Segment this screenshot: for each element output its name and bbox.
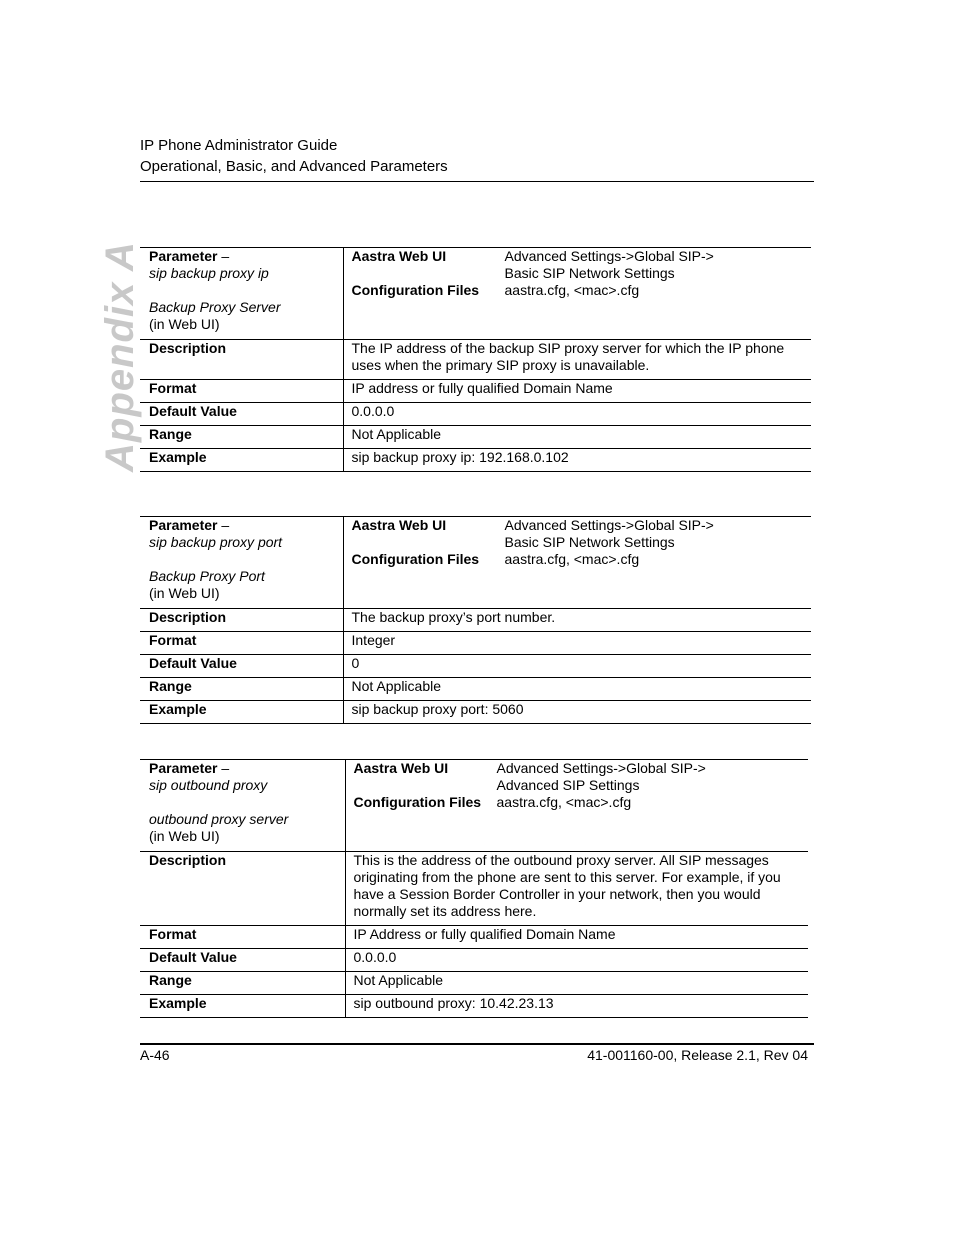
row-label: Description [140,340,343,380]
parameter-cell: Parameter – sip backup proxy ip Backup Proxy Server (in Web UI) [140,248,343,340]
document-id: 41-001160-00, Release 2.1, Rev 04 [587,1047,808,1063]
table-row [140,632,811,655]
row-label: Format [140,380,343,403]
table-row [140,852,808,926]
parameter-label: Parameter [149,760,218,776]
parameter-table-backup-proxy-ip [140,247,811,472]
config-files-value: aastra.cfg, <mac>.cfg [504,282,640,298]
web-ui-name: Backup Proxy Server [149,299,281,315]
web-ui-name: Backup Proxy Port [149,568,265,584]
location-cell [343,517,811,609]
row-value: IP address or fully qualified Domain Name [343,380,811,403]
parameter-label: Parameter [149,517,218,533]
parameter-label: Parameter [149,248,218,264]
header-rule [140,181,814,182]
row-label: Default Value [140,655,343,678]
web-ui-label: Aastra Web UI [353,760,449,776]
row-label: Example [140,701,343,724]
web-ui-suffix: (in Web UI) [149,585,220,601]
appendix-side-tab [97,240,142,472]
row-value: 0.0.0.0 [343,403,811,426]
web-ui-path: Advanced Settings->Global SIP-> Basic SIP Network Settings [504,517,714,550]
location-info [352,517,714,568]
table-row [140,949,808,972]
config-files-label: Configuration Files [353,794,482,810]
location-cell [345,760,808,852]
web-ui-path: Advanced Settings->Global SIP-> Basic SIP Network Settings [504,248,714,281]
row-value: 0.0.0.0 [345,949,808,972]
row-label: Default Value [140,949,345,972]
parameter-table-backup-proxy-port [140,516,811,724]
row-value: sip backup proxy ip: 192.168.0.102 [343,449,811,472]
table-row [140,340,811,380]
table-row [140,926,808,949]
web-ui-label: Aastra Web UI [351,517,447,533]
page-number: A-46 [140,1047,170,1063]
row-label: Range [140,426,343,449]
row-label: Description [140,852,345,926]
footer-rule [140,1043,814,1045]
table-row [140,609,811,632]
web-ui-suffix: (in Web UI) [149,828,220,844]
parameter-table-outbound-proxy [140,759,808,1018]
appendix-side-tab-label: Appendix A [97,240,142,472]
row-value: IP Address or fully qualified Domain Name [345,926,808,949]
row-label: Format [140,632,343,655]
row-label: Description [140,609,343,632]
web-ui-path: Advanced Settings->Global SIP-> Advanced SIP Settings [496,760,706,793]
table-row [140,972,808,995]
row-label: Default Value [140,403,343,426]
header-title: IP Phone Administrator Guide [140,137,338,154]
web-ui-suffix: (in Web UI) [149,316,220,332]
config-files-label: Configuration Files [351,282,480,298]
web-ui-label: Aastra Web UI [351,248,447,264]
config-files-value: aastra.cfg, <mac>.cfg [504,551,640,567]
table-row [140,995,808,1018]
row-value: Not Applicable [343,678,811,701]
row-value: The IP address of the backup SIP proxy server for which the IP phone uses when the primary SIP proxy is unavailable. [343,340,811,380]
header-subtitle: Operational, Basic, and Advanced Parameters [140,158,448,175]
table-row [140,678,811,701]
row-value: This is the address of the outbound proxy server. All SIP messages originating from the phone are sent to this server. For example, if you have a Session Border Controller in your network, then you would normally set its address here. [345,852,808,926]
row-value: sip outbound proxy: 10.42.23.13 [345,995,808,1018]
location-info [354,760,706,811]
table-row [140,655,811,678]
row-label: Range [140,972,345,995]
row-value: The backup proxy’s port number. [343,609,811,632]
row-value: Integer [343,632,811,655]
table-row [140,701,811,724]
parameter-name: sip backup proxy ip [149,265,269,281]
row-label: Range [140,678,343,701]
row-label: Example [140,995,345,1018]
row-label: Format [140,926,345,949]
config-files-value: aastra.cfg, <mac>.cfg [496,794,632,810]
table-row [140,403,811,426]
config-files-label: Configuration Files [351,551,480,567]
table-row [140,380,811,403]
row-value: sip backup proxy port: 5060 [343,701,811,724]
parameter-name: sip outbound proxy [149,777,268,793]
location-cell [343,248,811,340]
parameter-cell: Parameter – sip backup proxy port Backup Proxy Port (in Web UI) [140,517,343,609]
table-row [140,426,811,449]
row-value: 0 [343,655,811,678]
row-value: Not Applicable [345,972,808,995]
table-row [140,449,811,472]
parameter-cell: Parameter – sip outbound proxy outbound proxy server (in Web UI) [140,760,345,852]
web-ui-name: outbound proxy server [149,811,289,827]
row-label: Example [140,449,343,472]
parameter-name: sip backup proxy port [149,534,283,550]
row-value: Not Applicable [343,426,811,449]
location-info [352,248,714,299]
